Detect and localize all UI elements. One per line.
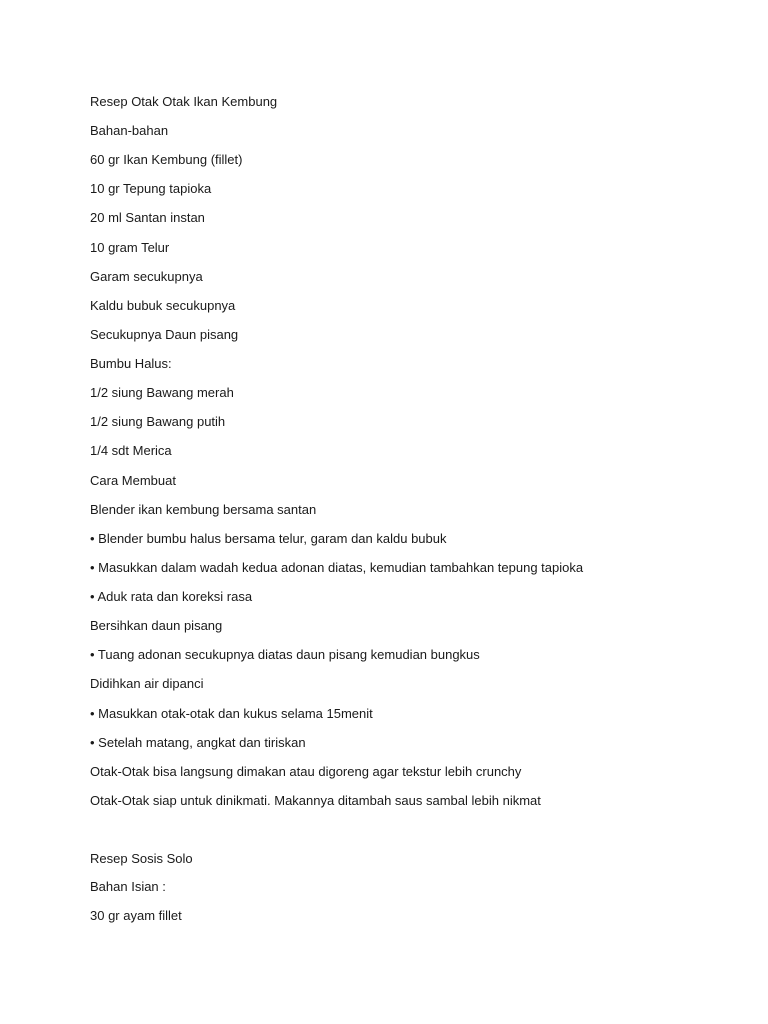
recipe-title-sosis-solo: Resep Sosis Solo [90, 851, 193, 866]
ingredient-line: Kaldu bubuk secukupnya [90, 298, 236, 313]
ingredient-line: 1/2 siung Bawang putih [90, 414, 226, 429]
section-heading-spice-paste: Bumbu Halus: [90, 356, 172, 371]
ingredient-line: 20 ml Santan instan [90, 210, 205, 225]
ingredient-line: 1/4 sdt Merica [90, 443, 172, 458]
step-line: • Masukkan otak-otak dan kukus selama 15menit [90, 706, 373, 721]
step-line: Bersihkan daun pisang [90, 618, 223, 633]
step-line: • Blender bumbu halus bersama telur, garam dan kaldu bubuk [90, 531, 447, 546]
step-line: • Setelah matang, angkat dan tiriskan [90, 735, 306, 750]
section-heading-ingredients: Bahan-bahan [90, 123, 169, 138]
step-line: Otak-Otak bisa langsung dimakan atau digoreng agar tekstur lebih crunchy [90, 764, 522, 779]
step-line: • Masukkan dalam wadah kedua adonan diatas, kemudian tambahkan tepung tapioka [90, 560, 584, 575]
step-line: • Aduk rata dan koreksi rasa [90, 589, 253, 604]
step-line: Otak-Otak siap untuk dinikmati. Makannya ditambah saus sambal lebih nikmat [90, 793, 541, 808]
step-line: Blender ikan kembung bersama santan [90, 502, 317, 517]
section-heading-method: Cara Membuat [90, 473, 176, 488]
step-line: • Tuang adonan secukupnya diatas daun pisang kemudian bungkus [90, 647, 480, 662]
step-line: Didihkan air dipanci [90, 676, 204, 691]
ingredient-line: 1/2 siung Bawang merah [90, 385, 234, 400]
recipe-title-otak-otak: Resep Otak Otak Ikan Kembung [90, 94, 278, 109]
ingredient-line: 10 gr Tepung tapioka [90, 181, 212, 196]
ingredient-line: 60 gr Ikan Kembung (fillet) [90, 152, 243, 167]
ingredient-line: Garam secukupnya [90, 269, 203, 284]
ingredient-line: 10 gram Telur [90, 240, 170, 255]
ingredient-line: Secukupnya Daun pisang [90, 327, 239, 342]
ingredient-line: 30 gr ayam fillet [90, 908, 182, 923]
section-heading-filling: Bahan Isian : [90, 879, 166, 894]
